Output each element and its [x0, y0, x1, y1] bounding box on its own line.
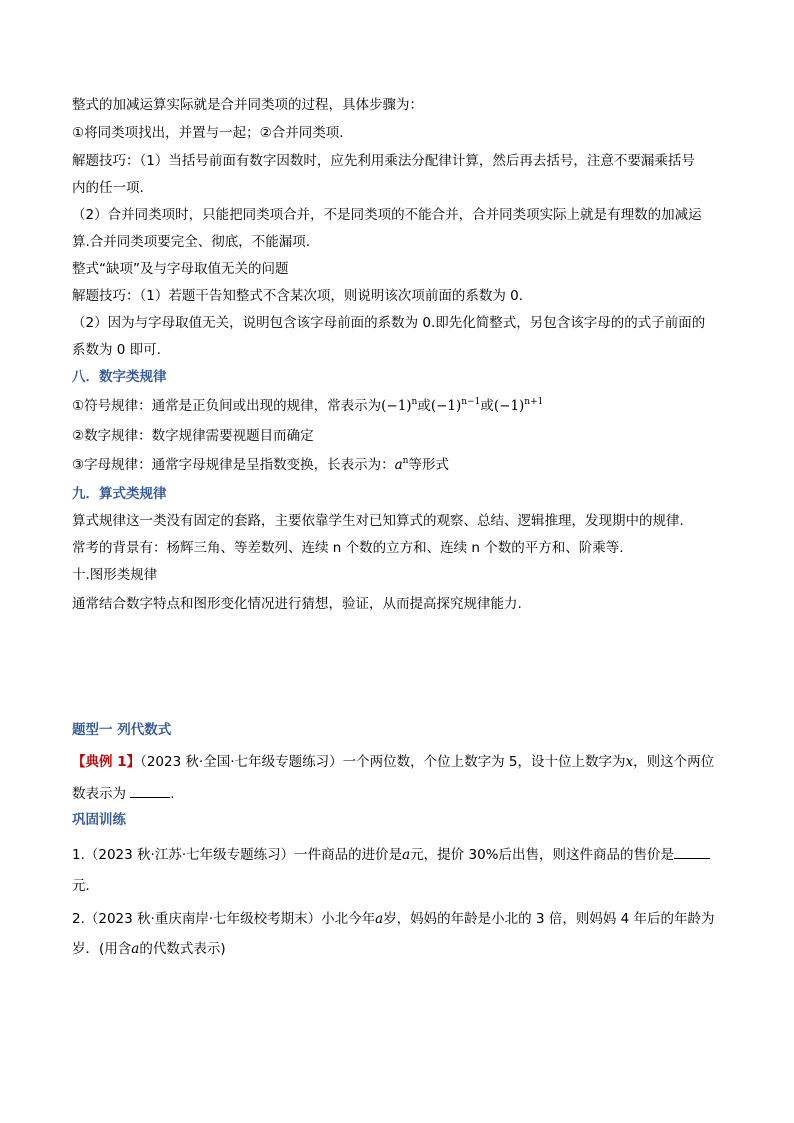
text-line: ②数字规律：数字规律需要视题目而确定 [72, 428, 314, 444]
question-line: 元． [72, 878, 99, 894]
text-span: 1.（2023 秋·江苏·七年级专题练习）一件商品的进价是 [72, 847, 403, 863]
text-line [72, 396, 732, 418]
answer-blank[interactable] [130, 785, 170, 798]
text-line: （2）因为与字母取值无关，说明包含该字母前面的系数为 0.即先化简整式，另包含该字母的的式子前面的 [72, 315, 706, 331]
example-tag: 【典例 1】 [72, 754, 141, 770]
text-span: （2023 秋·全国·七年级专题练习）一个两位数，个位上数字为 5，设十位上数字为 [140, 754, 626, 770]
text-span: 元，提价 30%后出售，则这件商品的售价是 [410, 847, 674, 863]
text-span: ，则这个两位 [633, 754, 715, 770]
text-line: 算.合并同类项要完全、彻底，不能漏项. [72, 234, 311, 250]
math-expr: (−1) [430, 398, 462, 414]
math-sup: n [411, 397, 418, 407]
text-line: 内的任一项. [72, 180, 144, 196]
section-heading: 八．数字类规律 [72, 369, 167, 385]
math-var: a [131, 941, 140, 957]
text-span: 的代数式表示) [139, 941, 226, 957]
text-line: （2）合并同类项时，只能把同类项合并，不是同类项的不能合并，合并同类项实际上就是有理数的加减运 [72, 207, 702, 223]
text-span: 或 [417, 398, 431, 414]
text-line: 算式规律这一类没有固定的套路，主要依靠学生对已知算式的观察、总结、逻辑推理，发现期中的规律. [72, 513, 684, 529]
text-span: ①符号规律：通常是正负间或出现的规律，常表示为 [72, 398, 382, 414]
section-heading: 九．算式类规律 [72, 486, 167, 502]
example-line [72, 752, 732, 774]
text-span: . [170, 786, 175, 802]
text-span: 等形式 [408, 457, 449, 473]
question-line [72, 845, 732, 867]
text-line: 常考的背景有：杨辉三角、等差数列、连续 n 个数的立方和、连续 n 个数的平方和、阶乘等. [72, 540, 624, 556]
text-line: 整式“缺项”及与字母取值无关的问题 [72, 261, 289, 277]
question-type-title: 题型一 列代数式 [72, 722, 172, 738]
text-line: 解题技巧：（1）当括号前面有数字因数时，应先利用乘法分配律计算，然后再去括号，注意不要漏乘括号 [72, 153, 695, 169]
practice-title: 巩固训练 [72, 812, 126, 828]
text-span: 岁，妈妈的年龄是小北的 3 倍，则妈妈 4 年后的年龄为 [383, 911, 715, 927]
math-var: a [402, 847, 411, 863]
question-line [72, 909, 732, 931]
text-line: 通常结合数字特点和图形变化情况进行猜想，验证，从而提高探究规律能力. [72, 596, 522, 612]
math-var: x [625, 754, 634, 770]
text-span: 2.（2023 秋·重庆南岸·七年级校考期末）小北今年 [72, 911, 376, 927]
math-sup: n−1 [461, 397, 481, 407]
text-span: ③字母规律：通常字母规律是呈指数变换，长表示为： [72, 457, 395, 473]
text-line: ①将同类项找出，并置与一起；②合并同类项. [72, 125, 344, 141]
math-expr: (−1) [381, 398, 412, 414]
math-var: a [375, 911, 384, 927]
math-var: a [394, 457, 403, 473]
text-span: 数表示为 [72, 786, 126, 802]
text-line [72, 455, 732, 477]
math-sup: n+1 [524, 397, 544, 407]
text-span: 岁．(用含 [72, 941, 132, 957]
math-expr: (−1) [493, 398, 525, 414]
answer-blank[interactable] [674, 846, 710, 859]
text-line: 系数为 0 即可. [72, 342, 161, 358]
text-line: 解题技巧：（1）若题干告知整式不含某次项，则说明该次项前面的系数为 0. [72, 288, 524, 304]
text-line: 整式的加减运算实际就是合并同类项的过程，具体步骤为： [72, 97, 423, 113]
math-sup: n [402, 456, 409, 466]
question-line [72, 939, 732, 961]
text-line: 十.图形类规律 [72, 567, 158, 583]
text-span: 或 [480, 398, 494, 414]
example-line [72, 784, 732, 806]
